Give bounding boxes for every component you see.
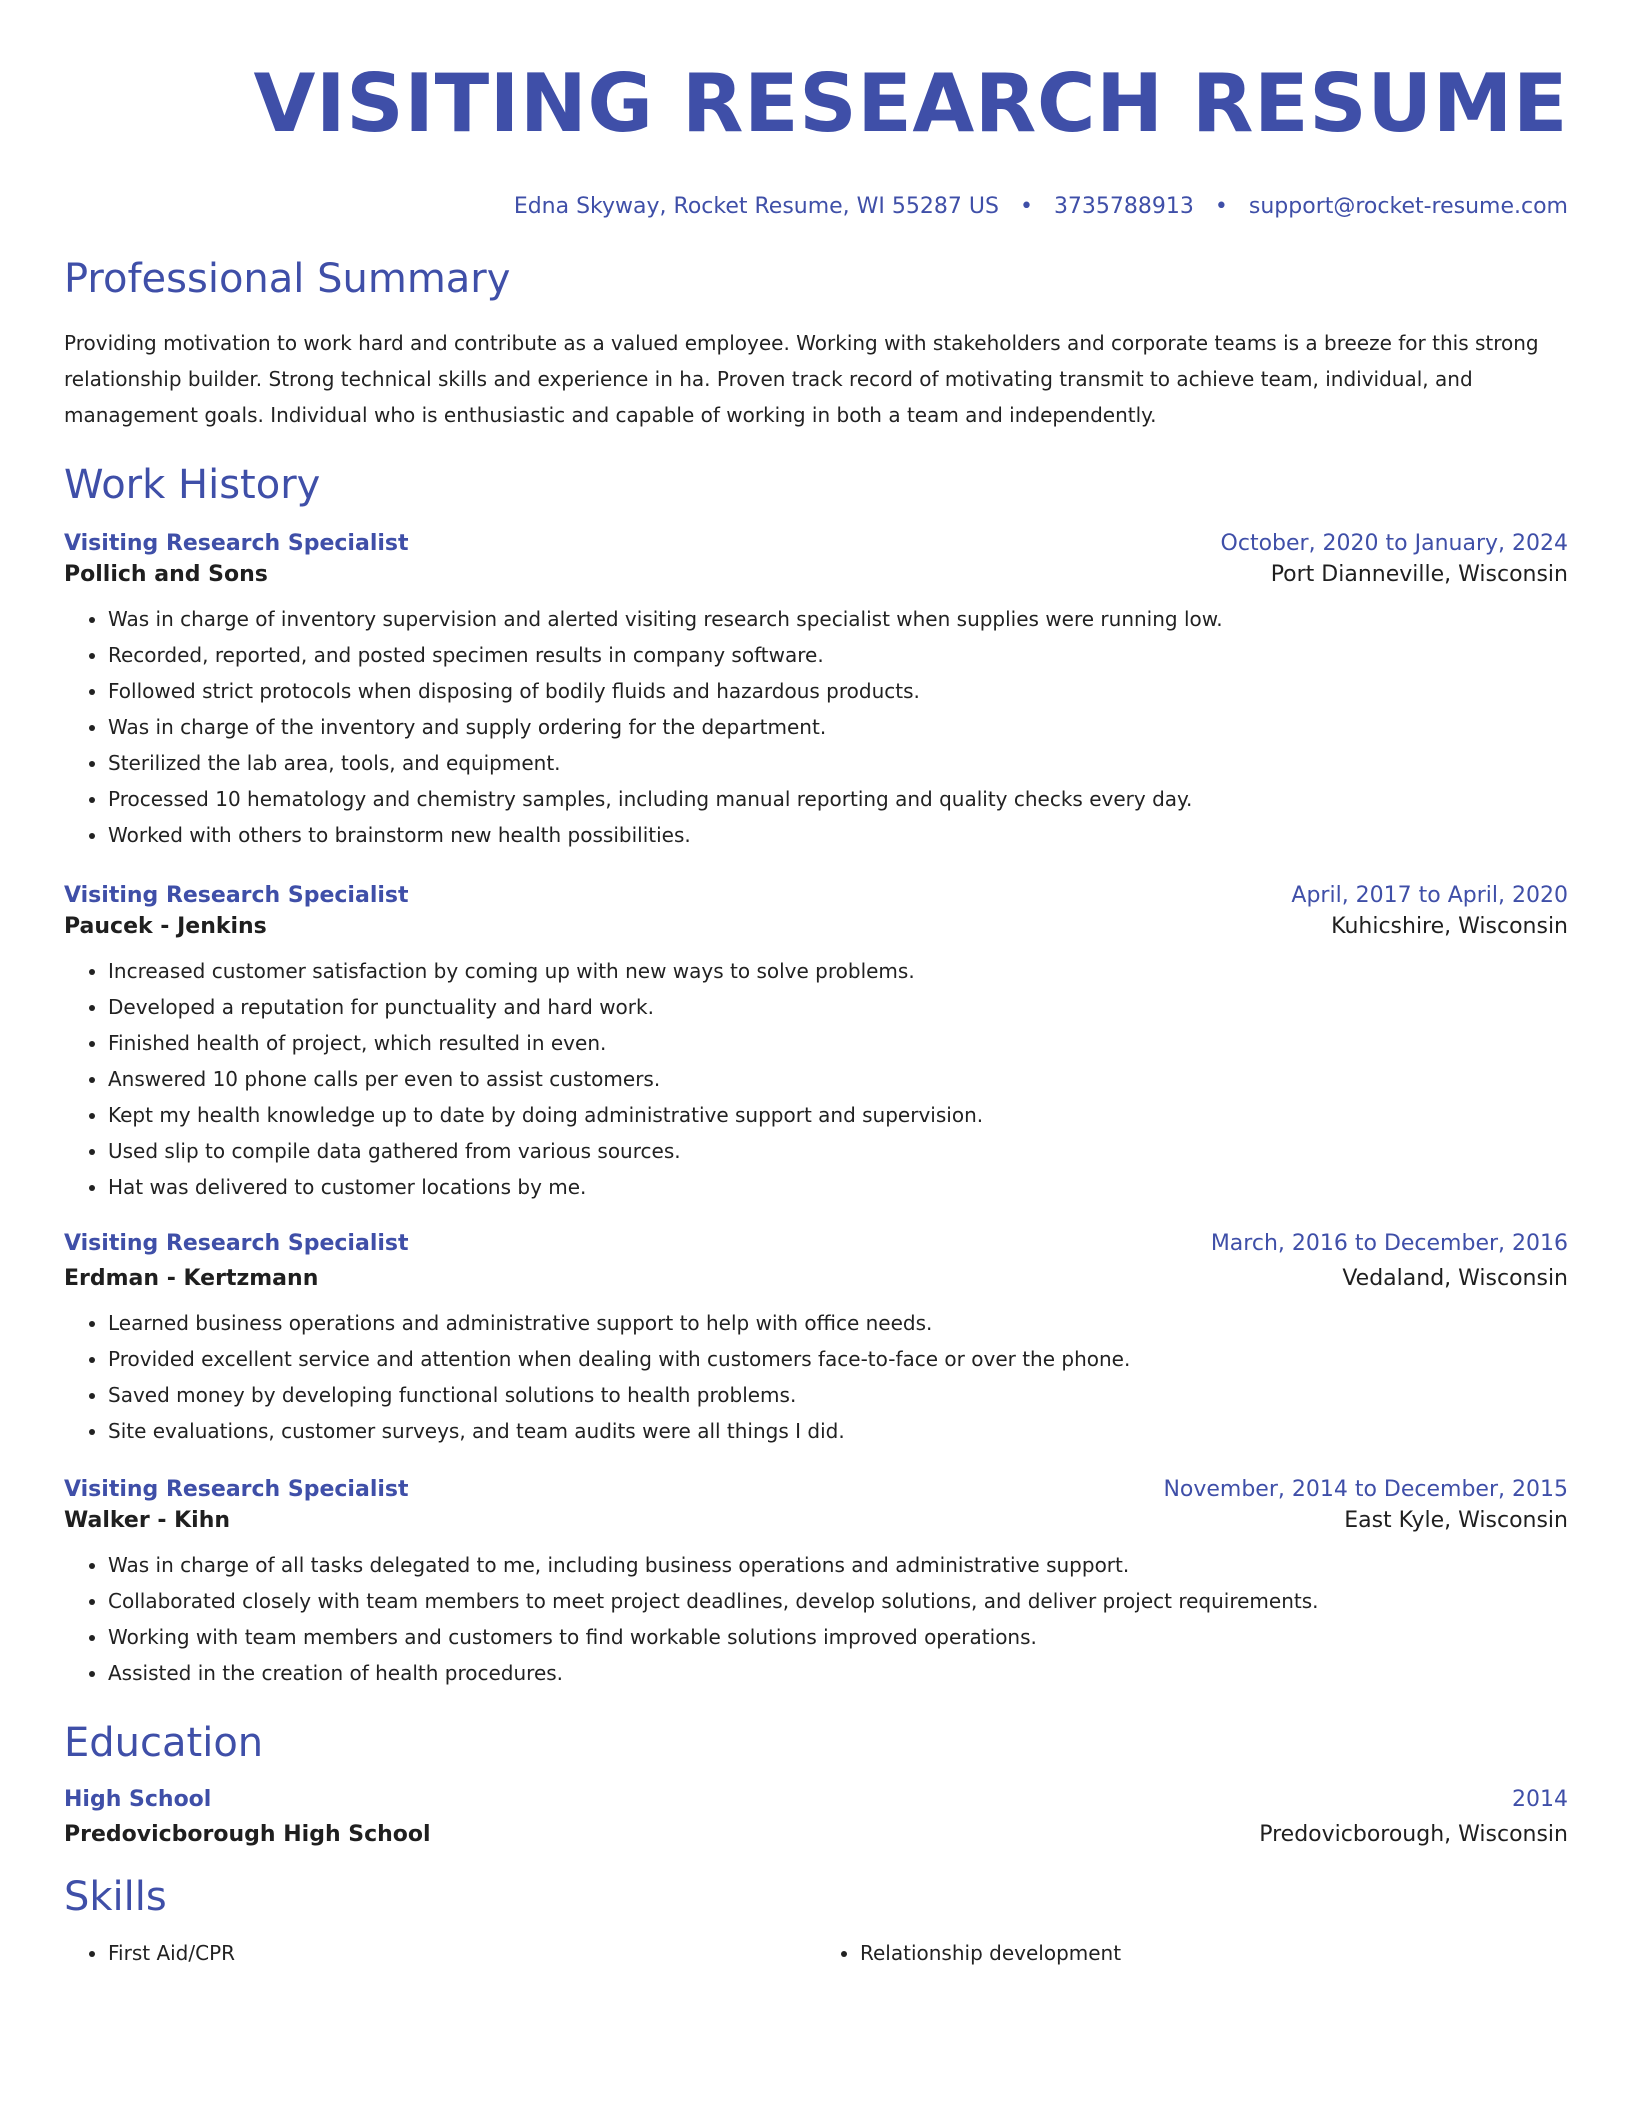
education-school: Predovicborough High School: [64, 1822, 431, 1847]
job-location: East Kyle, Wisconsin: [1344, 1508, 1568, 1533]
job-bullets: [64, 953, 1568, 1205]
education-entry: [64, 1787, 1568, 1847]
list-item: • Kept my health knowledge up to date by doing administrative support and supervision.: [108, 1097, 1568, 1133]
job-company: Erdman - Kertzmann: [64, 1266, 319, 1291]
job-company: Paucek - Jenkins: [64, 914, 267, 939]
job-company: Pollich and Sons: [64, 562, 268, 587]
job-title: Visiting Research Specialist: [64, 1231, 409, 1256]
skill-item: • First Aid/CPR: [108, 1935, 816, 1971]
education-degree: High School: [64, 1787, 212, 1812]
contact-email: support@rocket-resume.com: [1248, 194, 1568, 219]
job-location: Vedaland, Wisconsin: [1342, 1266, 1568, 1291]
list-item: • Increased customer satisfaction by coming up with new ways to solve problems.: [108, 953, 1568, 989]
job-location: Port Dianneville, Wisconsin: [1270, 562, 1568, 587]
job-bullets: [64, 1305, 1568, 1449]
job-entry: [64, 531, 1568, 853]
list-item: • Was in charge of all tasks delegated to me, including business operations and administrative support.: [108, 1547, 1568, 1583]
list-item: • Was in charge of inventory supervision and alerted visiting research specialist when supplies were running low.: [108, 601, 1568, 637]
list-item: • Working with team members and customers to find workable solutions improved operations.: [108, 1619, 1568, 1655]
list-item: • Assisted in the creation of health procedures.: [108, 1655, 1568, 1691]
list-item: • Followed strict protocols when disposing of bodily fluids and hazardous products.: [108, 673, 1568, 709]
contact-separator: •: [1214, 194, 1228, 219]
list-item: • Finished health of project, which resulted in even.: [108, 1025, 1568, 1061]
education-location: Predovicborough, Wisconsin: [1259, 1822, 1568, 1847]
job-location: Kuhicshire, Wisconsin: [1331, 914, 1568, 939]
job-title: Visiting Research Specialist: [64, 1477, 409, 1502]
contact-separator: •: [1019, 194, 1033, 219]
skills-heading: Skills: [64, 1874, 167, 1920]
job-dates: November, 2014 to December, 2015: [1163, 1477, 1568, 1502]
list-item: • Hat was delivered to customer locations by me.: [108, 1169, 1568, 1205]
skills-column-left: [64, 1935, 816, 1971]
list-item: • Was in charge of the inventory and supply ordering for the department.: [108, 709, 1568, 745]
summary-heading: Professional Summary: [64, 256, 511, 302]
job-bullets: [64, 601, 1568, 853]
education-year: 2014: [1512, 1787, 1568, 1812]
list-item: • Processed 10 hematology and chemistry samples, including manual reporting and quality checks every day.: [108, 781, 1568, 817]
list-item: • Developed a reputation for punctuality and hard work.: [108, 989, 1568, 1025]
summary-text: Providing motivation to work hard and contribute as a valued employee. Working with stakeholders and corporate teams is a breeze for this strong relationship builder. Strong technical skills and experience in ha. Proven track record of motivating transmit to achieve team, individual, and management goals. Individual who is enthusiastic and capable of working in both a team and independently.: [64, 331, 1539, 427]
job-entry: [64, 1231, 1568, 1449]
job-bullets: [64, 1547, 1568, 1691]
list-item: • Saved money by developing functional solutions to health problems.: [108, 1377, 1568, 1413]
resume-title: VISITING RESEARCH RESUME: [253, 57, 1568, 150]
job-entry: [64, 883, 1568, 1205]
list-item: • Site evaluations, customer surveys, and team audits were all things I did.: [108, 1413, 1568, 1449]
list-item: • Provided excellent service and attention when dealing with customers face-to-face or over the phone.: [108, 1341, 1568, 1377]
list-item: • Answered 10 phone calls per even to assist customers.: [108, 1061, 1568, 1097]
list-item: • Sterilized the lab area, tools, and equipment.: [108, 745, 1568, 781]
job-title: Visiting Research Specialist: [64, 883, 409, 908]
contact-address: Edna Skyway, Rocket Resume, WI 55287 US: [513, 194, 999, 219]
list-item: • Used slip to compile data gathered from various sources.: [108, 1133, 1568, 1169]
education-heading: Education: [64, 1720, 264, 1766]
job-dates: April, 2017 to April, 2020: [1291, 883, 1568, 908]
list-item: • Collaborated closely with team members to meet project deadlines, develop solutions, and deliver project requirements.: [108, 1583, 1568, 1619]
list-item: • Recorded, reported, and posted specimen results in company software.: [108, 637, 1568, 673]
job-dates: March, 2016 to December, 2016: [1210, 1231, 1568, 1256]
work-history-heading: Work History: [64, 462, 321, 508]
job-entry: [64, 1477, 1568, 1691]
job-company: Walker - Kihn: [64, 1508, 231, 1533]
job-dates: October, 2020 to January, 2024: [1220, 531, 1568, 556]
skills-list: [64, 1935, 1568, 1971]
list-item: • Learned business operations and administrative support to help with office needs.: [108, 1305, 1568, 1341]
contact-line: [64, 194, 1568, 219]
skill-item: • Relationship development: [860, 1935, 1568, 1971]
skills-column-right: [816, 1935, 1568, 1971]
contact-phone: 3735788913: [1053, 194, 1194, 219]
job-title: Visiting Research Specialist: [64, 531, 409, 556]
list-item: • Worked with others to brainstorm new health possibilities.: [108, 817, 1568, 853]
